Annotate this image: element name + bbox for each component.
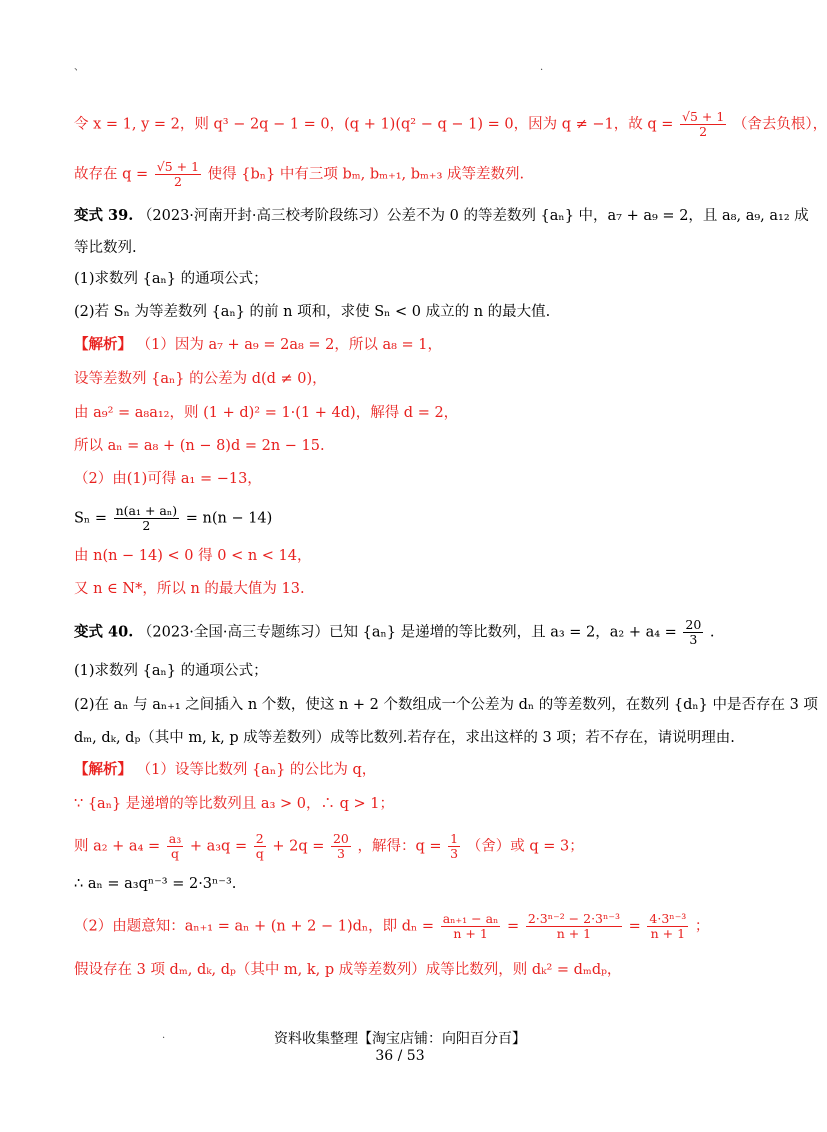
- fraction: [167, 832, 183, 861]
- problem-text: （2023·全国·高三专题练习）已知 {aₙ} 是递增的等比数列，且 a₃ = 2，a₂ + a₄ =: [137, 624, 677, 641]
- question-1: (1)求数列 {aₙ} 的通项公式；: [74, 271, 268, 287]
- question-2: (2)在 aₙ 与 aₙ₊₁ 之间插入 n 个数，使这 n + 2 个数组成一个公差为 dₙ 的等差数列，在数列 {dₙ} 中是否存在 3 项: [74, 697, 818, 713]
- solution-line: ∵ {aₙ} 是递增的等比数列且 a₃ > 0，∴ q > 1；: [74, 796, 394, 812]
- fraction-denominator: 3: [336, 846, 345, 861]
- problem-text: （2023·河南开封·高三校考阶段练习）公差不为 0 的等差数列 {aₙ} 中，a₇ + a₉ = 2，且 a₈, a₉, a₁₂ 成: [137, 208, 809, 224]
- solution-tag: 【解析】: [74, 761, 132, 778]
- solution-text: =: [507, 918, 520, 935]
- formula-text: = n(n − 14): [185, 510, 273, 527]
- fraction-numerator: aₙ₊₁ − aₙ: [442, 911, 499, 926]
- fraction: [526, 912, 622, 941]
- fraction-numerator: 2·3ⁿ⁻² − 2·3ⁿ⁻³: [527, 911, 621, 926]
- solution-text: ；: [694, 918, 710, 935]
- fraction-denominator: 3: [450, 846, 459, 861]
- problem-line: 等比数列.: [74, 240, 137, 256]
- problem-title: 变式 40.: [74, 623, 134, 641]
- problem-line: [74, 618, 740, 647]
- page-number: 36 / 53: [375, 1048, 425, 1064]
- fraction-numerator: √5 + 1: [681, 109, 725, 124]
- fraction: [155, 160, 201, 189]
- fraction-denominator: q: [255, 846, 264, 861]
- solution-line: 所以 aₙ = a₈ + (n − 8)d = 2n − 15.: [74, 438, 325, 454]
- question-2: (2)若 Sₙ 为等差数列 {aₙ} 的前 n 项和，求使 Sₙ < 0 成立的 n 的最大值.: [74, 304, 551, 320]
- corner-mark: 、: [74, 62, 84, 73]
- fraction: [683, 618, 703, 647]
- solution-text: 故存在 q =: [74, 166, 149, 183]
- solution-text: 则 a₂ + a₄ =: [74, 838, 161, 855]
- fraction: [254, 832, 266, 861]
- problem-title: 变式 39.: [74, 207, 134, 224]
- solution-text: （舍去负根），: [732, 116, 827, 133]
- solution-line: 又 n ∈ N*，所以 n 的最大值为 13.: [74, 581, 305, 597]
- solution-text: + a₃q =: [189, 838, 248, 855]
- fraction: [448, 832, 460, 861]
- question-2-continued: dₘ, dₖ, dₚ（其中 m, k, p 成等差数列）成等比数列.若存在，求出这样的 3 项；若不存在，请说明理由.: [74, 730, 735, 746]
- fraction-denominator: 3: [689, 632, 698, 647]
- solution-text: 使得 {bₙ} 中有三项 bₘ, bₘ₊₁, bₘ₊₃ 成等差数列.: [207, 166, 525, 183]
- solution-tag: 【解析】: [74, 336, 132, 353]
- fraction-denominator: q: [170, 846, 179, 861]
- fraction-numerator: 20: [332, 831, 349, 846]
- fraction-denominator: n + 1: [556, 926, 592, 941]
- fraction-numerator: 4·3ⁿ⁻³: [649, 911, 687, 926]
- fraction: [680, 110, 726, 139]
- solution-line: [74, 109, 827, 139]
- fraction-denominator: 2: [173, 174, 182, 189]
- solution-line: [74, 912, 740, 941]
- solution-line: [74, 832, 740, 861]
- fraction-numerator: n(a₁ + aₙ): [115, 503, 178, 518]
- fraction: [647, 912, 688, 941]
- fraction: [114, 504, 180, 533]
- solution-line: [74, 759, 740, 781]
- solution-text: （舍）或 q = 3；: [466, 838, 584, 855]
- formula-text: Sₙ =: [74, 510, 107, 527]
- solution-line: 假设存在 3 项 dₘ, dₖ, dₚ（其中 m, k, p 成等差数列）成等比数列，则 dₖ² = dₘdₚ，: [74, 962, 622, 978]
- fraction-numerator: √5 + 1: [156, 159, 200, 174]
- fraction-denominator: 2: [142, 518, 151, 533]
- solution-text: （1）因为 a₇ + a₉ = 2a₈ = 2，所以 a₈ = 1，: [136, 337, 443, 353]
- fraction-numerator: 20: [685, 617, 702, 632]
- corner-mark: .: [540, 62, 544, 73]
- solution-text: （2）由题意知：aₙ₊₁ = aₙ + (n + 2 − 1)dₙ，即 dₙ =: [74, 918, 435, 935]
- fraction: [331, 832, 351, 861]
- solution-text: + 2q =: [272, 838, 325, 855]
- fraction: [441, 912, 501, 941]
- problem-line: [74, 205, 809, 227]
- problem-text: .: [709, 624, 715, 641]
- solution-text: =: [628, 918, 641, 935]
- footer-shop-note: 资料收集整理【淘宝店铺：向阳百分百】: [274, 1031, 526, 1047]
- formula-line: [74, 504, 740, 533]
- solution-line: （2）由(1)可得 a₁ = −13，: [74, 471, 262, 487]
- question-1: (1)求数列 {aₙ} 的通项公式；: [74, 663, 268, 679]
- fraction-denominator: 2: [699, 124, 708, 139]
- fraction-numerator: a₃: [168, 831, 182, 846]
- solution-line: 设等差数列 {aₙ} 的公差为 d(d ≠ 0)，: [74, 371, 327, 387]
- solution-line: [74, 160, 740, 189]
- solution-text: ，解得：q =: [357, 838, 442, 855]
- solution-line: [74, 334, 740, 356]
- corner-mark: .: [162, 1030, 166, 1041]
- fraction-numerator: 2: [254, 832, 266, 847]
- solution-text: 令 x = 1, y = 2，则 q³ − 2q − 1 = 0，(q + 1)(q² − q − 1) = 0，因为 q ≠ −1，故 q =: [74, 116, 674, 133]
- solution-line: 由 n(n − 14) < 0 得 0 < n < 14，: [74, 548, 312, 564]
- fraction-numerator: 1: [450, 831, 459, 846]
- formula-line: ∴ aₙ = a₃qⁿ⁻³ = 2·3ⁿ⁻³.: [74, 876, 237, 892]
- fraction-denominator: n + 1: [453, 926, 488, 941]
- fraction-denominator: n + 1: [650, 926, 686, 941]
- solution-line: 由 a₉² = a₈a₁₂，则 (1 + d)² = 1·(1 + 4d)，解得 d = 2，: [74, 405, 459, 421]
- solution-text: （1）设等比数列 {aₙ} 的公比为 q，: [136, 762, 377, 778]
